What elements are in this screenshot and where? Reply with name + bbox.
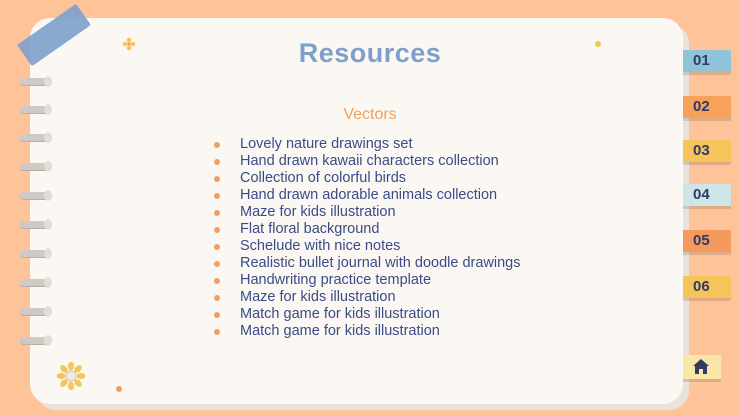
list-item: Match game for kids illustration xyxy=(212,323,520,340)
tab-03[interactable]: 03 xyxy=(683,140,731,162)
home-tab[interactable] xyxy=(683,355,721,379)
home-icon xyxy=(692,358,710,375)
tab-01[interactable]: 01 xyxy=(683,50,731,72)
list-item: Hand drawn adorable animals collection xyxy=(212,187,520,204)
list-item: Lovely nature drawings set xyxy=(212,136,520,153)
section-subtitle: Vectors xyxy=(343,106,397,123)
list-item: Handwriting practice template xyxy=(212,272,520,289)
binder-ring xyxy=(20,337,50,344)
list-item: Maze for kids illustration xyxy=(212,289,520,306)
dot-decoration xyxy=(116,386,122,392)
list-item: Hand drawn kawaii characters collection xyxy=(212,153,520,170)
tab-04[interactable]: 04 xyxy=(683,184,731,206)
page-title: Resources xyxy=(298,38,442,68)
binder-ring xyxy=(20,279,50,286)
list-item: Flat floral background xyxy=(212,221,520,238)
binder-ring xyxy=(20,134,50,141)
list-item: Realistic bullet journal with doodle drawings xyxy=(212,255,520,272)
tab-05[interactable]: 05 xyxy=(683,230,731,252)
binder-ring xyxy=(20,308,50,315)
tab-02[interactable]: 02 xyxy=(683,96,731,118)
resources-list xyxy=(212,136,520,340)
list-item: Schelude with nice notes xyxy=(212,238,520,255)
binder-ring xyxy=(20,163,50,170)
list-item: Maze for kids illustration xyxy=(212,204,520,221)
binder-ring xyxy=(20,78,50,85)
binder-ring xyxy=(20,250,50,257)
sunflower-icon xyxy=(57,362,85,390)
binder-ring xyxy=(20,221,50,228)
list-item: Collection of colorful birds xyxy=(212,170,520,187)
list-item: Match game for kids illustration xyxy=(212,306,520,323)
binder-ring xyxy=(20,192,50,199)
tab-06[interactable]: 06 xyxy=(683,276,731,298)
